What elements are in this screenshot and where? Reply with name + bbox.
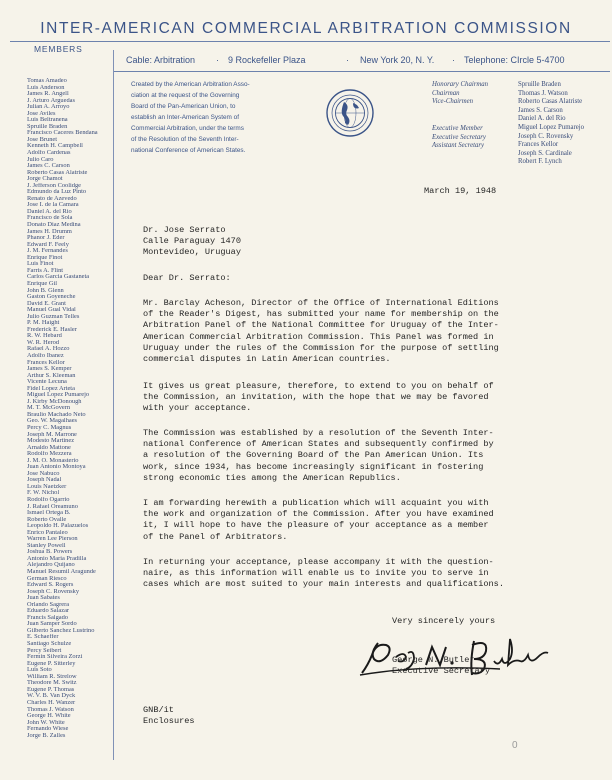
members-divider <box>113 50 114 760</box>
paragraph-line: national Conference of American States and subsequently confirmed by <box>143 439 494 450</box>
member-name: Carlos Garcia Gastaneta <box>27 274 90 281</box>
member-name: Jose I. de la Camara <box>27 202 79 209</box>
member-name: Braulio Machado Neto <box>27 411 86 418</box>
member-name: William R. Strelow <box>27 673 77 680</box>
member-name: Enrique Gil <box>27 280 57 287</box>
member-name: Edmundo da Luz Pinto <box>27 189 87 196</box>
intro-line: Created by the American Arbitration Asso- <box>131 81 250 88</box>
member-name: Enrico Pantaleo <box>27 529 68 536</box>
member-name: Enrique Finot <box>27 254 63 261</box>
officer-title: Executive Secretary <box>432 133 486 141</box>
intro-line: establish an Inter-American System of <box>131 114 239 121</box>
paragraph-line: Mr. Barclay Acheson, Director of the Office of International Editions <box>143 298 499 308</box>
member-name: J. Kirby McDonough <box>27 398 82 405</box>
member-name: J. M. Fernandes <box>27 248 68 255</box>
member-name: Francis Salgado <box>27 614 68 621</box>
paragraph-line: The Commission was established by a resolution of the Seventh Inter- <box>143 428 494 438</box>
member-name: Gilberto Sanchez Lustrino <box>27 627 95 634</box>
address-line: Montevideo, Uruguay <box>143 247 241 258</box>
commission-intro <box>131 79 281 156</box>
member-name: Roberto Casas Alatriste <box>27 169 88 176</box>
members-heading: MEMBERS <box>34 44 83 54</box>
member-name: Frances Kellor <box>27 359 65 366</box>
member-name: Jorge Chamot <box>27 176 63 183</box>
member-name: Adolfo Ibanez <box>27 352 64 359</box>
officer-names <box>518 81 584 167</box>
member-name: David E. Grant <box>27 300 66 307</box>
member-name: German Riesco <box>27 575 67 582</box>
member-name: Rodolfo Mezzera <box>27 451 72 458</box>
member-name: Renato de Azevedo <box>27 195 77 202</box>
paragraph-line: the work and organization of the Commission. After you have examined <box>143 509 494 520</box>
member-name: Julio Guzman Telles <box>27 313 80 320</box>
member-name: Farris A. Flint <box>27 267 64 274</box>
officer-name: Thomas J. Watson <box>518 89 568 97</box>
member-name: Santiago Schulze <box>27 641 72 648</box>
member-name: Geo. W. Magalhaes <box>27 418 78 425</box>
member-name: Fermin Silveira Zorzi <box>27 654 83 661</box>
member-name: Miguel Lopez Pumarejo <box>27 392 90 399</box>
officer-title: Executive Member <box>432 125 483 132</box>
member-name: John W. White <box>27 719 65 726</box>
member-name: Percy Seibert <box>27 647 62 654</box>
member-name: Juan Antonio Montoya <box>27 464 86 471</box>
commission-seal-icon <box>325 88 375 138</box>
officer-name: Roberto Casas Alatriste <box>518 98 583 106</box>
member-name: Manuel Gual Vidal <box>27 307 76 314</box>
member-name: Edward F. Feely <box>27 241 69 248</box>
member-name: Adolfo Cardenas <box>27 150 71 157</box>
member-name: Eduardo Salazar <box>27 608 70 615</box>
member-name: Jorge B. Zalles <box>27 732 66 739</box>
member-name: E. Schaeffer <box>27 634 59 641</box>
member-name: Leopoldo H. Palazuelos <box>27 523 89 530</box>
member-name: Julio Caro <box>27 156 54 163</box>
officer-name: Robert F. Lynch <box>518 158 562 166</box>
members-list <box>27 78 113 739</box>
reference-block <box>143 705 195 727</box>
member-name: James C. Carson <box>27 163 70 170</box>
officer-title: Vice-Chairmen <box>432 98 474 106</box>
member-name: Manuel Resumil Aragunde <box>27 569 96 576</box>
member-name: James H. Drumm <box>27 228 72 235</box>
member-name: James S. Kemper <box>27 366 72 373</box>
page-mark: 0 <box>512 740 518 751</box>
member-name: Kenneth H. Campbell <box>27 143 83 150</box>
paragraph-line: It gives us great pleasure, therefore, to extend to you on behalf of <box>143 381 494 391</box>
member-name: Julian A. Arroyo <box>27 104 70 111</box>
paragraph-line: naire, as this information will enable us to invite you to serve in <box>143 568 489 579</box>
member-name: Orlando Sagrera <box>27 601 70 608</box>
paragraph-line: with your acceptance. <box>143 403 252 414</box>
member-name: Arthur S. Kleeman <box>27 372 76 379</box>
member-name: R. W. Hebard <box>27 333 62 340</box>
officer-title: Chairman <box>432 89 460 97</box>
officer-name: Daniel A. del Rio <box>518 115 566 123</box>
paragraph-line: work, since 1934, has become increasingly significant in fostering <box>143 461 484 472</box>
telephone: Telephone: CIrcle 5-4700 <box>464 55 565 65</box>
city-address: New York 20, N. Y. <box>360 55 435 65</box>
member-name: John B. Glenn <box>27 287 64 294</box>
cable-address: Cable: Arbitration <box>126 55 196 65</box>
signer-name: George N. Butler <box>392 655 475 665</box>
member-name: Jose Brunet <box>27 136 57 143</box>
member-name: Vicente Lecuna <box>27 379 67 386</box>
member-name: Eugene P. Sitterley <box>27 660 76 667</box>
member-name: J. Rafael Oreamuno <box>27 503 78 510</box>
member-name: Francisco de Sola <box>27 215 73 222</box>
paragraph <box>143 557 504 591</box>
paragraph <box>143 498 494 543</box>
member-name: George H. White <box>27 713 71 720</box>
member-name: Fidel Lopez Arteta <box>27 385 75 392</box>
paragraph-line: of the Panel of Arbitrators. <box>143 531 288 542</box>
member-name: Joseph M. Marrone <box>27 431 77 438</box>
typist-initials: GNB/it <box>143 705 174 715</box>
member-name: Roberto Ovalle <box>27 516 67 523</box>
street-address: 9 Rockefeller Plaza <box>228 55 306 65</box>
member-name: Warren Lee Pierson <box>27 536 78 543</box>
officer-name: Joseph S. Cardinale <box>518 149 572 157</box>
member-name: F. W. Nichol <box>27 490 60 497</box>
recipient-address <box>143 225 241 259</box>
paragraph-line: the Commission, an invitation, with the hope that we may be favored <box>143 392 489 403</box>
member-name: Thomas J. Watson <box>27 706 74 713</box>
member-name: Gaston Goyeneche <box>27 294 76 301</box>
member-name: J. Arturo Arguedas <box>27 97 75 104</box>
officer-name: Joseph C. Rovensky <box>518 132 574 140</box>
member-name: Eugene P. Thomas <box>27 686 75 693</box>
officer-name: Miguel Lopez Pumarejo <box>518 123 585 131</box>
member-name: Arnaldo Mattone <box>27 444 71 451</box>
intro-line: Board of the Pan-American Union, to <box>131 103 236 110</box>
member-name: Charles H. Wanzer <box>27 699 76 706</box>
member-name: Theodore M. Switz <box>27 680 77 687</box>
paragraph-line: In returning your acceptance, please accompany it with the question- <box>143 557 494 567</box>
signer-block <box>392 655 490 677</box>
member-name: Ismael Ortega B. <box>27 510 71 517</box>
member-name: Antonio Maria Pradilla <box>27 555 87 562</box>
member-name: Donato Diaz Medina <box>27 222 81 229</box>
contact-separator: · <box>216 55 219 65</box>
paragraph-line: I am forwarding herewith a publication which will acquaint you with <box>143 498 489 508</box>
member-name: Edward S. Rogers <box>27 582 74 589</box>
member-name: J. M. O. Monasterio <box>27 457 79 464</box>
member-name: James R. Angell <box>27 91 69 98</box>
paragraph-line: cases which are most suited to your main interests and qualifications. <box>143 579 504 590</box>
member-name: M. T. McGovern <box>27 405 71 412</box>
enclosures-note: Enclosures <box>143 716 195 727</box>
member-name: P. M. Haight <box>27 320 60 327</box>
member-name: Joseph C. Rovensky <box>27 588 80 595</box>
letterhead-title: INTER-AMERICAN COMMERCIAL ARBITRATION COMMISSION <box>40 20 572 37</box>
member-name: Luis Finot <box>27 261 54 268</box>
paragraph-line: of the Reader's Digest, has submitted your name for membership on the <box>143 309 499 320</box>
address-line: Dr. Jose Serrato <box>143 225 226 235</box>
member-name: Percy C. Magnus <box>27 424 72 431</box>
intro-line: national Conference of American States. <box>131 147 246 154</box>
member-name: W. V. B. Van Dyck <box>27 693 76 700</box>
salutation: Dear Dr. Serrato: <box>143 273 231 283</box>
officer-name: Spruille Braden <box>518 81 561 88</box>
member-name: Jose Nabuco <box>27 470 60 477</box>
officer-name: Frances Kellor <box>518 141 559 149</box>
member-name: Juan Sabates <box>27 595 60 602</box>
paragraph <box>143 298 499 365</box>
paragraph-line: Arbitration Panel of the National Committee for Uruguay of the Inter- <box>143 320 499 331</box>
paragraph <box>143 428 494 484</box>
member-name: Stanley Powell <box>27 542 66 549</box>
address-line: Calle Paraguay 1470 <box>143 236 241 247</box>
paragraph-line: commercial disputes in Latin American countries. <box>143 354 391 365</box>
closing: Very sincerely yours <box>392 616 496 626</box>
paragraph <box>143 381 494 415</box>
letterhead-rule-contact <box>114 71 610 72</box>
member-name: Joshua B. Powers <box>27 549 73 556</box>
officer-titles-bottom <box>432 125 486 151</box>
intro-line: of the Resolution of the Seventh Inter- <box>131 136 239 143</box>
member-name: Jose Aviles <box>27 110 56 117</box>
intro-line: ciation at the request of the Governing <box>131 92 240 99</box>
member-name: Joseph Nadal <box>27 477 62 484</box>
paragraph-line: Uruguay under the rules of the Commission for the purpose of settling <box>143 342 499 353</box>
letterhead-rule-top <box>10 41 610 42</box>
member-name: Spruille Braden <box>27 123 68 130</box>
member-name: Juan Samper Sordo <box>27 621 77 628</box>
officer-name: James S. Carson <box>518 106 563 114</box>
letter-date: March 19, 1948 <box>424 186 497 196</box>
member-name: Francisco Caceres Bendana <box>27 130 98 137</box>
contact-bar <box>120 55 608 69</box>
paragraph-line: American Commercial Arbitration Commission. This Panel was formed in <box>143 331 494 342</box>
member-name: Daniel A. del Rio <box>27 208 72 215</box>
member-name: W. R. Herod <box>27 339 60 346</box>
member-name: Alejandro Quijano <box>27 562 75 569</box>
member-name: Louis Naetzker <box>27 483 67 490</box>
paragraph-line: strong economic ties among the American Republics. <box>143 472 401 483</box>
member-name: Rafael A. Hozzo <box>27 346 70 353</box>
officer-titles-top <box>432 81 488 107</box>
paragraph-line: a resolution of the Governing Board of the Pan American Union. Its <box>143 450 484 461</box>
member-name: Luis Beltranena <box>27 117 68 124</box>
signer-title: Executive Secretary <box>392 666 490 677</box>
member-name: Phanor J. Eder <box>27 235 65 242</box>
contact-separator: · <box>346 55 349 65</box>
officer-title: Honorary Chairman <box>432 81 489 88</box>
officer-title: Assistant Secretary <box>432 142 485 150</box>
paragraph-line: it, I will hope to have the pleasure of your acceptance as a member <box>143 520 489 531</box>
contact-separator: · <box>452 55 455 65</box>
member-name: Luis Anderson <box>27 84 65 91</box>
member-name: Fernando Wiese <box>27 726 69 733</box>
member-name: J. Jefferson Coolidge <box>27 182 82 189</box>
member-name: Luis Soto <box>27 667 52 674</box>
intro-line: Commercial Arbitration, under the terms <box>131 125 244 132</box>
member-name: Frederick E. Hasler <box>27 326 77 333</box>
member-name: Modesto Martinez <box>27 438 75 445</box>
member-name: Tomas Amadeo <box>27 78 67 84</box>
member-name: Rodolfo Ogarrio <box>27 497 70 503</box>
